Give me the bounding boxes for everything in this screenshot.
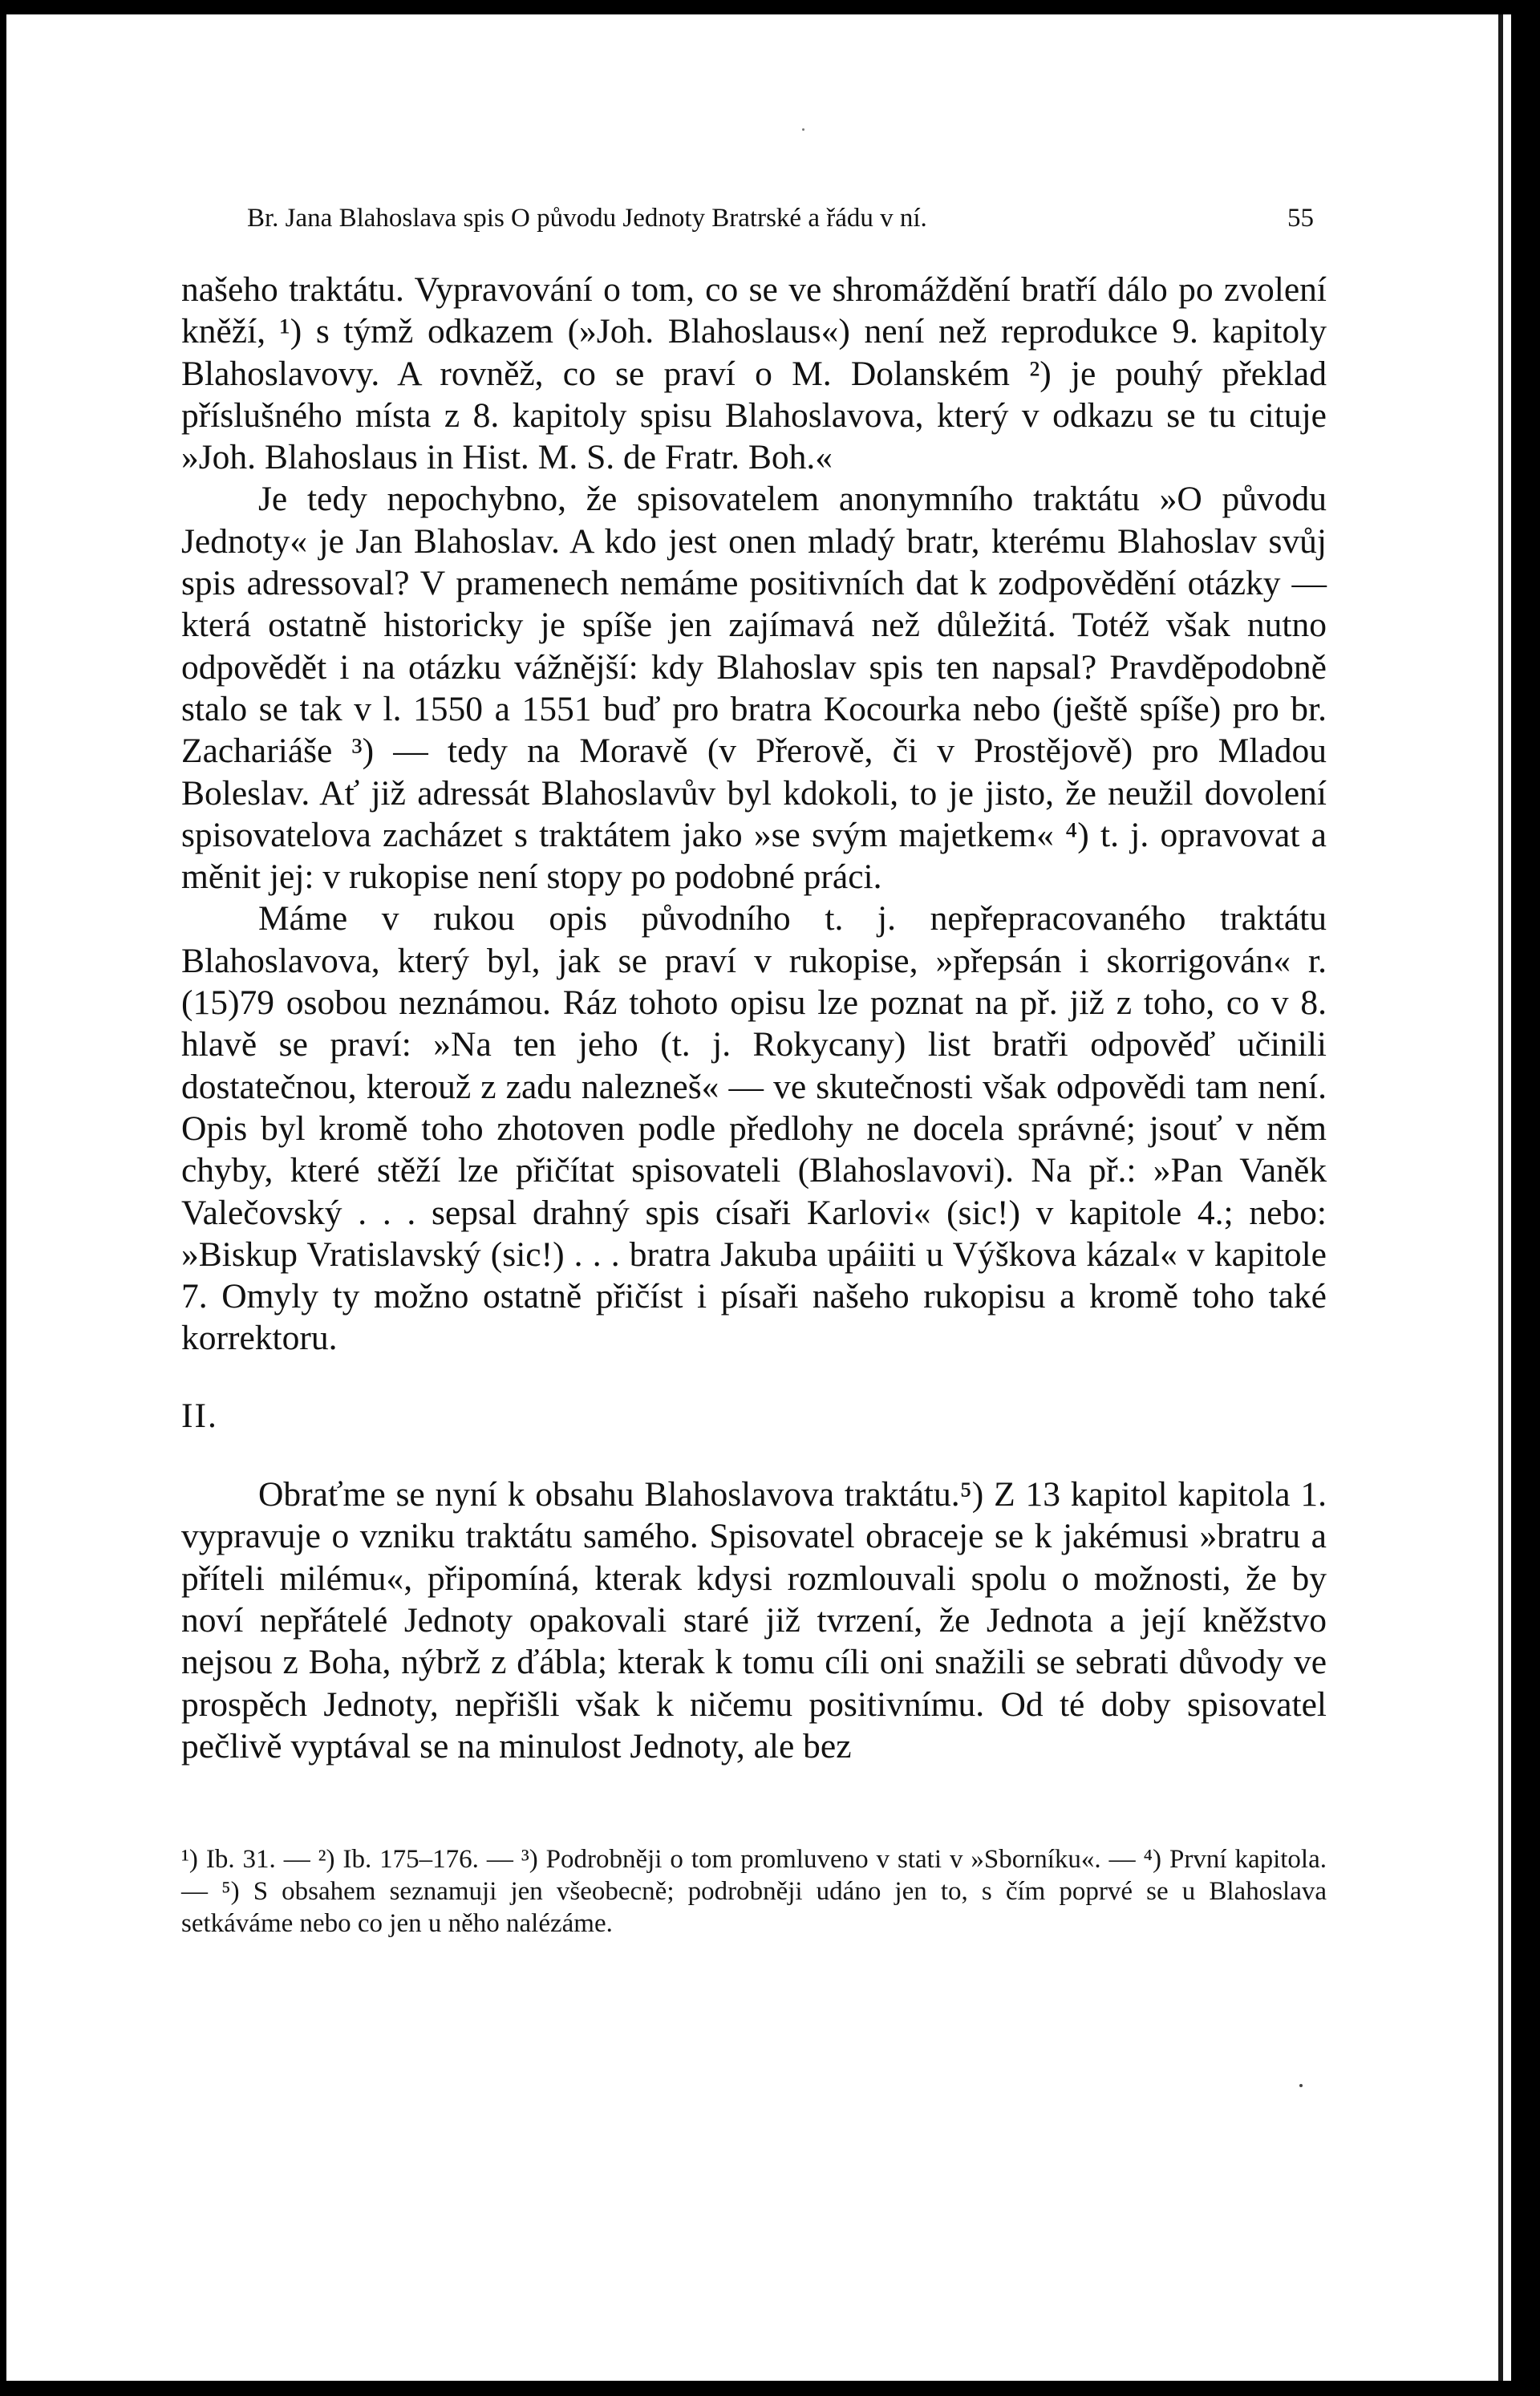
- paragraph: Máme v rukou opis původního t. j. nepřepracovaného traktátu Blahoslavova, který byl, jak se praví v rukopise, »přepsán i skorrigován« r. (15)79 osobou neznámou. Ráz tohoto opisu lze poznat na př. již z toho, co v 8. hlavě se praví: »Na ten jeho (t. j. Rokycany) list bratři odpověď učinili dostatečnou, kterouž z zadu nalezneš« — ve skutečnosti však odpovědi tam není. Opis byl kromě toho zhotoven podle předlohy ne docela správné; jsouť v něm chyby, které stěží lze přičítat spisovateli (Blahoslavovi). Na př.: »Pan Vaněk Valečovský . . . sepsal drahný spis císaři Karlovi« (sic!) v kapitole 4.; nebo: »Biskup Vratislavský (sic!) . . . bratra Jakuba upáiiti u Výškova kázal« v kapitole 7. Omyly ty možno ostatně přičíst i písaři našeho rukopisu a kromě toho také korrektoru.: [181, 899, 1327, 1358]
- scan-speck: [802, 128, 804, 131]
- running-title: Br. Jana Blahoslava spis O původu Jednoty Bratrské a řádu v ní.: [247, 204, 927, 233]
- paragraph: našeho traktátu. Vypravování o tom, co se ve shromáždění bratří dálo po zvolení kněží, ¹) s týmž odkazem (»Joh. Blahoslaus«) není než reprodukce 9. kapitoly Blahoslavovy. A rovněž, co se praví o M. Dolanském ²) je pouhý překlad příslušného místa z 8. kapitoly spisu Blahoslavova, který v odkazu se tu cituje »Joh. Blahoslaus in Hist. M. S. de Fratr. Boh.«: [181, 270, 1327, 477]
- page-edge-shadow: [1498, 14, 1503, 2381]
- paragraph: Je tedy nepochybno, že spisovatelem anonymního traktátu »O původu Jednoty« je Jan Blahoslav. A kdo jest onen mladý bratr, kterému Blahoslav svůj spis adressoval? V pramenech nemáme positivních dat k zodpovědění otázky — která ostatně historicky je spíše jen zajímavá než důležitá. Totéž však nutno odpovědět i na otázku vážnější: kdy Blahoslav spis ten napsal? Pravděpodobně stalo se tak v l. 1550 a 1551 buď pro bratra Kocourka nebo (ještě spíše) pro br. Zachariáše ³) — tedy na Moravě (v Přerově, či v Prostějově) pro Mladou Boleslav. Ať již adressát Blahoslavův byl kdokoli, to je jisto, že neužil dovolení spisovatelova zacházet s traktátem jako »se svým majetkem« ⁴) t. j. opravovat a měnit jej: v rukopise není stopy po podobné práci.: [181, 480, 1327, 897]
- scan-speck: [1299, 2084, 1303, 2087]
- scan-border-top: [0, 0, 1540, 14]
- section-heading: II.: [181, 1396, 218, 1435]
- footnote-text: ¹) Ib. 31. — ²) Ib. 175–176. — ³) Podrobněji o tom promluveno v stati v »Sborníku«. — ⁴) První kapitola. — ⁵) S obsahem seznamuji jen všeobecně; podrobněji udáno jen to, s čím poprvé se u Blahoslava setkáváme nebo co jen u něho nalézáme.: [181, 1845, 1327, 1938]
- footnotes: [181, 1843, 1327, 1940]
- running-header: [247, 204, 1314, 239]
- paragraph: Obraťme se nyní k obsahu Blahoslavova traktátu.⁵) Z 13 kapitol kapitola 1. vypravuje o vzniku traktátu samého. Spisovatel obraceje se k jakémusi »bratru a příteli milému«, připomíná, kterak kdysi rozmlouvali spolu o možnosti, že by noví nepřátelé Jednoty opakovali staré již tvrzení, že Jednota a její kněžstvo nejsou z Boha, nýbrž z ďábla; kterak k tomu cíli oni snažili se sebrati důvody ve prospěch Jednoty, nepřišli však k ničemu positivnímu. Od té doby spisovatel pečlivě vyptával se na minulost Jednoty, ale bez: [181, 1475, 1327, 1766]
- main-text: [181, 269, 1327, 1767]
- scan-border-right: [1511, 0, 1540, 2396]
- page-number: 55: [1287, 204, 1314, 233]
